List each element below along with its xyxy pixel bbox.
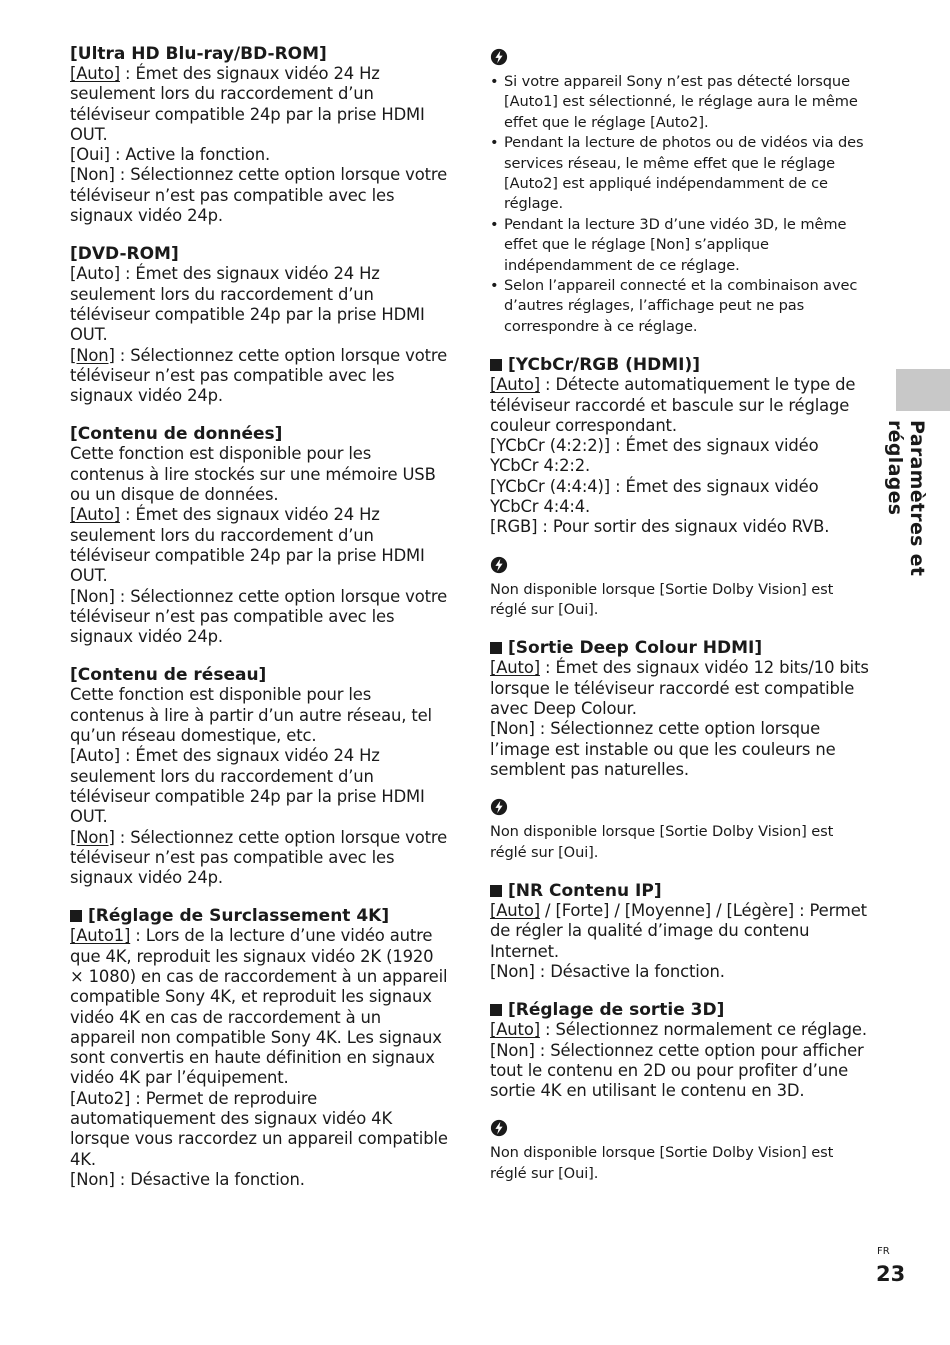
option-auto: [Auto] : Émet des signaux vidéo 24 Hz seulement lors du raccordement d’un téléviseur compatible 24p par la prise HDMI OUT. xyxy=(70,746,425,827)
note-text: Non disponible lorsque [Sortie Dolby Vision] est réglé sur [Oui]. xyxy=(490,823,834,861)
option-auto: [Auto] : Émet des signaux vidéo 12 bits/10 bits lorsque le téléviseur raccordé est compatible avec Deep Colour. xyxy=(490,658,869,719)
chapter-side-label: Paramètres et réglages xyxy=(884,420,928,577)
option-rgb: [RGB] : Pour sortir des signaux vidéo RVB. xyxy=(490,517,830,537)
section-title: [YCbCr/RGB (HDMI)] xyxy=(490,355,870,375)
section-title: [Ultra HD Blu-ray/BD-ROM] xyxy=(70,44,327,64)
option-non: [Non] : Sélectionnez cette option lorsque votre téléviseur n’est pas compatible avec les signaux vidéo 24p. xyxy=(70,165,448,226)
note-text: Non disponible lorsque [Sortie Dolby Vision] est réglé sur [Oui]. xyxy=(490,1144,834,1182)
option-auto: [Auto] : Émet des signaux vidéo 24 Hz seulement lors du raccordement d’un téléviseur compatible 24p par la prise HDMI OUT. xyxy=(70,264,425,345)
list-item: • Pendant la lecture de photos ou de vidéos via des services réseau, le même effet que le réglage [Auto2] est appliqué indépendamment de ce réglage. xyxy=(490,133,870,215)
option-auto: [Auto] / [Forte] / [Moyenne] / [Légère] : Permet de régler la qualité d’image du contenu Internet. xyxy=(490,901,867,961)
option-non: [Non] : Sélectionnez cette option lorsque votre téléviseur n’est pas compatible avec les signaux vidéo 24p. xyxy=(70,586,448,647)
option-auto1: [Auto1] : Lors de la lecture d’une vidéo autre que 4K, reproduit les signaux vidéo 2K (1920 × 1080) en cas de raccordement à un appareil compatible Sony 4K, et reproduit les signaux vidéo 4K en cas de raccordement à un appareil non compatible Sony 4K. Les signaux sont convertis en haute définition en signaux vidéo 4K par l’équipement. xyxy=(70,926,448,1088)
list-item: • Si votre appareil Sony n’est pas détecté lorsque [Auto1] est sélectionné, le réglage aura le même effet que le réglage [Auto2]. xyxy=(490,72,870,133)
hint-bolt-icon xyxy=(490,48,508,66)
option-auto: [Auto] : Émet des signaux vidéo 24 Hz seulement lors du raccordement d’un téléviseur compatible 24p par la prise HDMI OUT. xyxy=(70,505,425,586)
option-auto: [Auto] : Détecte automatiquement le type de téléviseur raccordé et bascule sur le réglage couleur correspondant. xyxy=(490,375,856,435)
option-non: [Non] : Sélectionnez cette option lorsque l’image est instable ou que les couleurs ne semblent pas naturelles. xyxy=(490,719,836,779)
section-title: [Réglage de sortie 3D] xyxy=(490,1000,870,1020)
notes-list xyxy=(490,72,870,337)
section-intro: Cette fonction est disponible pour les contenus à lire stockés sur une mémoire USB ou un disque de données. xyxy=(70,444,436,505)
section-title: [NR Contenu IP] xyxy=(490,881,870,901)
page-number: 23 xyxy=(876,1262,906,1286)
page-language: FR xyxy=(877,1246,890,1257)
option-non: [Non] : Désactive la fonction. xyxy=(70,1169,305,1189)
option-auto: [Auto] : Sélectionnez normalement ce réglage. xyxy=(490,1020,867,1040)
option-non: [Non] : Sélectionnez cette option lorsque votre téléviseur n’est pas compatible avec les signaux vidéo 24p. xyxy=(70,345,448,406)
option-ycbcr444: [YCbCr (4:4:4)] : Émet des signaux vidéo YCbCr 4:4:4. xyxy=(490,476,819,517)
hint-bolt-icon xyxy=(490,798,508,816)
section-title: [Contenu de réseau] xyxy=(70,665,267,686)
option-non: [Non] : Désactive la fonction. xyxy=(490,961,725,981)
section-title: [DVD-ROM] xyxy=(70,244,179,265)
right-column xyxy=(490,44,870,1184)
section-title: [Réglage de Surclassement 4K] xyxy=(70,906,450,926)
list-item: • Pendant la lecture 3D d’une vidéo 3D, le même effet que le réglage [Non] s’applique indépendamment de ce réglage. xyxy=(490,215,870,276)
option-auto2: [Auto2] : Permet de reproduire automatiquement des signaux vidéo 4K lorsque vous raccordez un appareil compatible 4K. xyxy=(70,1088,448,1169)
section-title: [Contenu de données] xyxy=(70,424,283,445)
chapter-tab-marker xyxy=(896,369,950,411)
hint-bolt-icon xyxy=(490,1119,508,1137)
left-column xyxy=(70,44,450,1190)
option-auto: [Auto] : Émet des signaux vidéo 24 Hz seulement lors du raccordement d’un téléviseur compatible 24p par la prise HDMI OUT. xyxy=(70,64,425,144)
option-non: [Non] : Sélectionnez cette option pour afficher tout le contenu en 2D ou pour profiter d’une sortie 4K en utilisant le contenu en 3D. xyxy=(490,1040,864,1101)
option-non: [Non] : Sélectionnez cette option lorsque votre téléviseur n’est pas compatible avec les signaux vidéo 24p. xyxy=(70,827,448,888)
list-item: • Selon l’appareil connecté et la combinaison avec d’autres réglages, l’affichage peut ne pas correspondre à ce réglage. xyxy=(490,276,870,337)
note-text: Non disponible lorsque [Sortie Dolby Vision] est réglé sur [Oui]. xyxy=(490,580,834,619)
option-oui: [Oui] : Active la fonction. xyxy=(70,145,271,165)
section-title: [Sortie Deep Colour HDMI] xyxy=(490,638,870,658)
section-intro: Cette fonction est disponible pour les contenus à lire à partir d’un autre réseau, tel qu’un réseau domestique, etc. xyxy=(70,685,432,746)
hint-bolt-icon xyxy=(490,556,508,574)
option-ycbcr422: [YCbCr (4:2:2)] : Émet des signaux vidéo YCbCr 4:2:2. xyxy=(490,436,819,476)
